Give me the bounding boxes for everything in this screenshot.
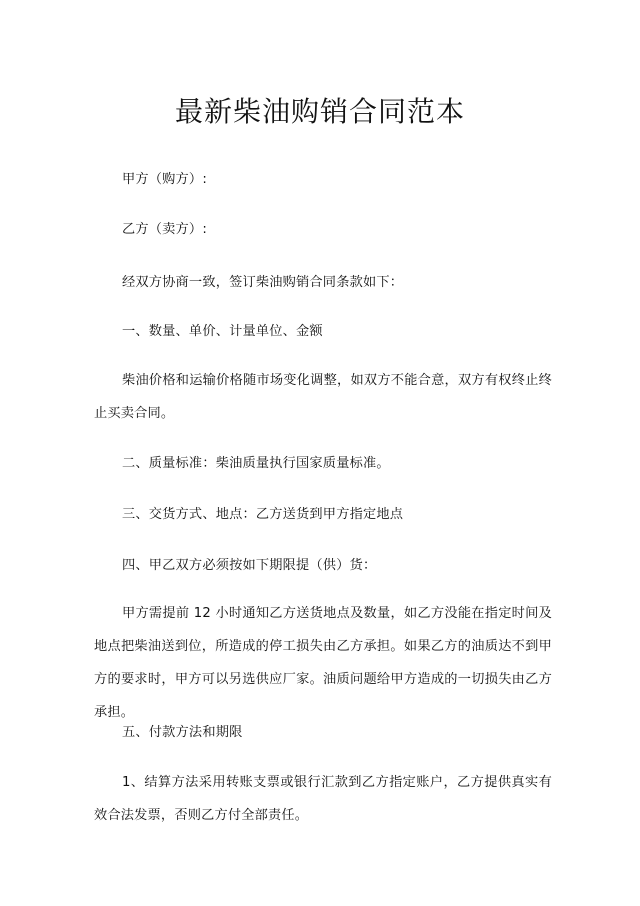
section-5-heading: 五、付款方法和期限 xyxy=(122,725,243,740)
section-1-heading: 一、数量、单价、计量单位、金额 xyxy=(122,324,323,339)
party-b-line: 乙方（卖方）: xyxy=(122,222,207,237)
section-2-quality: 二、质量标准：柴油质量执行国家质量标准。 xyxy=(122,456,390,471)
party-a-line: 甲方（购方）: xyxy=(122,172,207,187)
delivery-terms-paragraph: 甲方需提前 12 小时通知乙方送货地点及数量，如乙方没能在指定时间及地点把柴油送到位，所造成的停工损失由乙方承担。如果乙方的油质达不到甲方的要求时，甲方可以另选供应厂家。油质问题给甲方造成的一切损失由乙方承担。 xyxy=(94,606,552,720)
settlement-method-paragraph: 1、结算方法采用转账支票或银行汇款到乙方指定账户，乙方提供真实有效合法发票，否则乙方付全部责任。 xyxy=(94,775,552,823)
document-title: 最新柴油购销合同范本 xyxy=(174,95,465,128)
agreement-intro: 经双方协商一致，签订柴油购销合同条款如下： xyxy=(122,275,404,290)
section-3-delivery: 三、交货方式、地点：乙方送货到甲方指定地点 xyxy=(122,507,404,522)
price-adjustment-paragraph: 柴油价格和运输价格随市场变化调整，如双方不能合意，双方有权终止终止买卖合同。 xyxy=(94,373,552,421)
section-4-heading: 四、甲乙双方必须按如下期限提（供）货： xyxy=(122,558,377,573)
